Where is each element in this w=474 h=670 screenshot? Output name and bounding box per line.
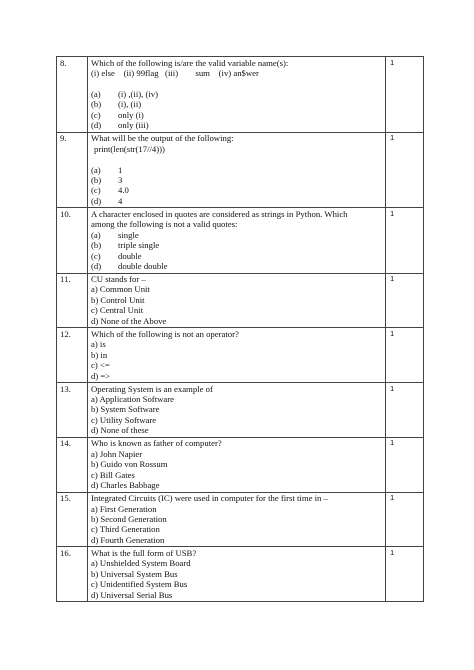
question-number: 14. bbox=[57, 437, 88, 492]
question-row bbox=[57, 328, 424, 383]
option-label: (c) bbox=[91, 185, 101, 196]
option-text: d) None of the Above bbox=[91, 315, 167, 326]
option-label: (d) bbox=[91, 195, 102, 206]
option-text: a) Unshielded System Board bbox=[91, 558, 191, 569]
question-paper-page bbox=[56, 56, 415, 602]
option-text: c) Unidentified System Bus bbox=[91, 579, 188, 590]
question-text: Which of the following is/are the valid variable name(s): bbox=[91, 57, 289, 68]
question-number: 15. bbox=[57, 492, 88, 547]
question-row bbox=[57, 547, 424, 602]
option-label: (b) bbox=[91, 174, 102, 185]
option-text: d) Fourth Generation bbox=[91, 534, 165, 545]
option-text: a) is bbox=[91, 339, 106, 350]
option-text: 3 bbox=[118, 174, 123, 185]
question-text: (i) else (ii) 99flag (iii) sum (iv) an$wer bbox=[91, 67, 259, 78]
option-label: (c) bbox=[91, 109, 101, 120]
question-body bbox=[88, 273, 386, 328]
question-text: Who is known as father of computer? bbox=[91, 438, 222, 449]
option-text: a) Application Software bbox=[91, 394, 174, 405]
question-body bbox=[88, 132, 386, 208]
marks: 1 bbox=[386, 273, 424, 328]
marks: 1 bbox=[386, 383, 424, 438]
option-text: triple single bbox=[118, 240, 160, 251]
option-text: double bbox=[118, 250, 142, 261]
option-label: (a) bbox=[91, 88, 101, 99]
option bbox=[91, 89, 382, 99]
option-label: (b) bbox=[91, 240, 102, 251]
option-text: c) Third Generation bbox=[91, 524, 160, 535]
option-text: only (iii) bbox=[118, 120, 149, 131]
option-text: a) First Generation bbox=[91, 503, 157, 514]
question-body bbox=[88, 57, 386, 133]
option-label: (a) bbox=[91, 229, 101, 240]
questions-table bbox=[56, 56, 424, 602]
option-text: b) in bbox=[91, 349, 108, 360]
question-number: 12. bbox=[57, 328, 88, 383]
marks: 1 bbox=[386, 208, 424, 273]
question-text: Integrated Circuits (IC) were used in computer for the first time in – bbox=[91, 493, 328, 504]
question-body bbox=[88, 492, 386, 547]
option-text: (i) ,(ii), (iv) bbox=[118, 88, 159, 99]
option-text: d) => bbox=[91, 370, 111, 381]
question-text: What is the full form of USB? bbox=[91, 547, 197, 558]
option-text: b) System Software bbox=[91, 404, 160, 415]
option bbox=[91, 110, 382, 120]
question-text: Operating System is an example of bbox=[91, 383, 213, 394]
marks: 1 bbox=[386, 492, 424, 547]
question-body bbox=[88, 383, 386, 438]
question-number: 10. bbox=[57, 208, 88, 273]
marks: 1 bbox=[386, 328, 424, 383]
option-label: (d) bbox=[91, 261, 102, 272]
question-number: 13. bbox=[57, 383, 88, 438]
question-body bbox=[88, 547, 386, 602]
option-text: c) <= bbox=[91, 360, 110, 371]
marks: 1 bbox=[386, 547, 424, 602]
question-code: print(len(str(17//4))) bbox=[94, 143, 165, 154]
question-text: Which of the following is not an operator? bbox=[91, 328, 239, 339]
option-text: 4.0 bbox=[118, 185, 129, 196]
question-body bbox=[88, 328, 386, 383]
option-text: c) Utility Software bbox=[91, 414, 157, 425]
option bbox=[91, 196, 382, 206]
question-body bbox=[88, 437, 386, 492]
option-label: (d) bbox=[91, 120, 102, 131]
option bbox=[91, 165, 382, 175]
option bbox=[91, 185, 382, 195]
option-text: single bbox=[118, 229, 139, 240]
question-text: What will be the output of the following: bbox=[91, 133, 234, 144]
question-row bbox=[57, 208, 424, 273]
option-text: (i), (ii) bbox=[118, 99, 142, 110]
question-number: 16. bbox=[57, 547, 88, 602]
option bbox=[91, 99, 382, 109]
option-text: c) Bill Gates bbox=[91, 469, 135, 480]
question-row bbox=[57, 273, 424, 328]
option bbox=[91, 261, 382, 271]
question-row bbox=[57, 492, 424, 547]
question-text: among the following is not a valid quotes: bbox=[91, 219, 238, 230]
question-text: A character enclosed in quotes are considered as strings in Python. Which bbox=[91, 208, 348, 219]
option bbox=[91, 251, 382, 261]
option-text: b) Second Generation bbox=[91, 514, 167, 524]
marks: 1 bbox=[386, 132, 424, 208]
marks: 1 bbox=[386, 437, 424, 492]
option-text: a) Common Unit bbox=[91, 284, 150, 295]
option-text: d) None of these bbox=[91, 425, 149, 436]
option bbox=[91, 175, 382, 185]
option-text: b) Universal System Bus bbox=[91, 568, 178, 579]
option-text: b) Control Unit bbox=[91, 294, 145, 305]
question-number: 11. bbox=[57, 273, 88, 328]
option bbox=[91, 240, 382, 250]
option-text: only (i) bbox=[118, 109, 144, 120]
option-text: double double bbox=[118, 261, 168, 272]
question-row bbox=[57, 383, 424, 438]
option-text: 4 bbox=[118, 195, 123, 206]
question-body bbox=[88, 208, 386, 273]
question-row bbox=[57, 132, 424, 208]
question-text: CU stands for – bbox=[91, 274, 146, 285]
option-text: 1 bbox=[118, 164, 123, 175]
option-text: a) John Napier bbox=[91, 448, 143, 459]
option-label: (a) bbox=[91, 164, 101, 175]
option-label: (b) bbox=[91, 99, 102, 110]
question-number: 9. bbox=[57, 132, 88, 208]
option bbox=[91, 230, 382, 240]
marks: 1 bbox=[386, 57, 424, 133]
question-row bbox=[57, 57, 424, 133]
option bbox=[91, 120, 382, 130]
question-number: 8. bbox=[57, 57, 88, 133]
option-text: d) Charles Babbage bbox=[91, 480, 160, 491]
option-text: d) Universal Serial Bus bbox=[91, 589, 173, 600]
option-label: (c) bbox=[91, 250, 101, 261]
option-text: c) Central Unit bbox=[91, 305, 144, 316]
option-text: b) Guido von Rossum bbox=[91, 459, 168, 470]
question-row bbox=[57, 437, 424, 492]
